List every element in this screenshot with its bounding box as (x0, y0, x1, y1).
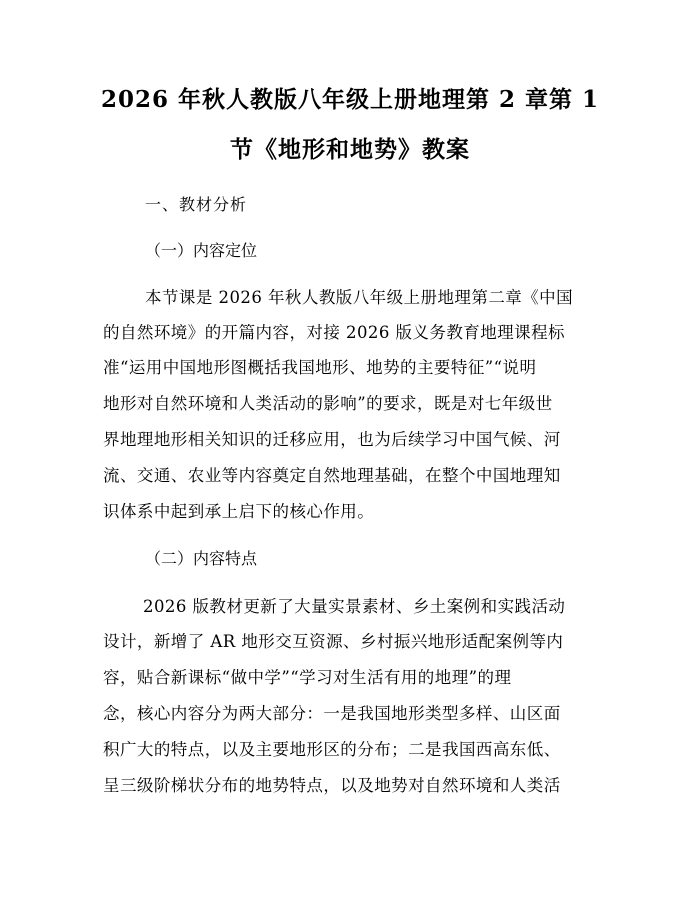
paragraph-line: 呈三级阶梯状分布的地势特点，以及地势对自然环境和人类活 (103, 776, 561, 795)
subsection-heading-content-features: （二）内容特点 (145, 549, 258, 568)
paragraph-line: 的自然环境》的开篇内容，对接 2026 版义务教育地理课程标 (103, 323, 565, 342)
paragraph-line: 2026 版教材更新了大量实景素材、乡土案例和实践活动 (143, 597, 566, 616)
paragraph-line: 准“运用中国地形图概括我国地形、地势的主要特征”“说明 (103, 358, 537, 377)
paragraph-line: 流、交通、农业等内容奠定自然地理基础，在整个中国地理知 (103, 466, 561, 485)
paragraph-line: 界地理地形相关知识的迁移应用，也为后续学习中国气候、河 (103, 430, 561, 449)
document-title-line-1: 2026 年秋人教版八年级上册地理第 2 章第 1 (100, 86, 600, 113)
paragraph-line: 设计，新增了 AR 地形交互资源、乡村振兴地形适配案例等内 (103, 632, 564, 651)
paragraph-line: 积广大的特点，以及主要地形区的分布；二是我国西高东低、 (103, 740, 561, 759)
paragraph-line: 本节课是 2026 年秋人教版八年级上册地理第二章《中国 (145, 288, 574, 307)
paragraph-line: 识体系中起到承上启下的核心作用。 (103, 502, 375, 521)
paragraph-line: 容，贴合新课标“做中学”“学习对生活有用的地理”的理 (103, 668, 512, 687)
paragraph-line: 念，核心内容分为两大部分：一是我国地形类型多样、山区面 (103, 704, 561, 723)
section-heading-teaching-material-analysis: 一、教材分析 (145, 195, 248, 214)
document-title-line-2: 节《地形和地势》教案 (230, 136, 470, 163)
subsection-heading-content-positioning: （一）内容定位 (145, 241, 258, 260)
paragraph-line: 地形对自然环境和人类活动的影响”的要求，既是对七年级世 (103, 394, 553, 413)
